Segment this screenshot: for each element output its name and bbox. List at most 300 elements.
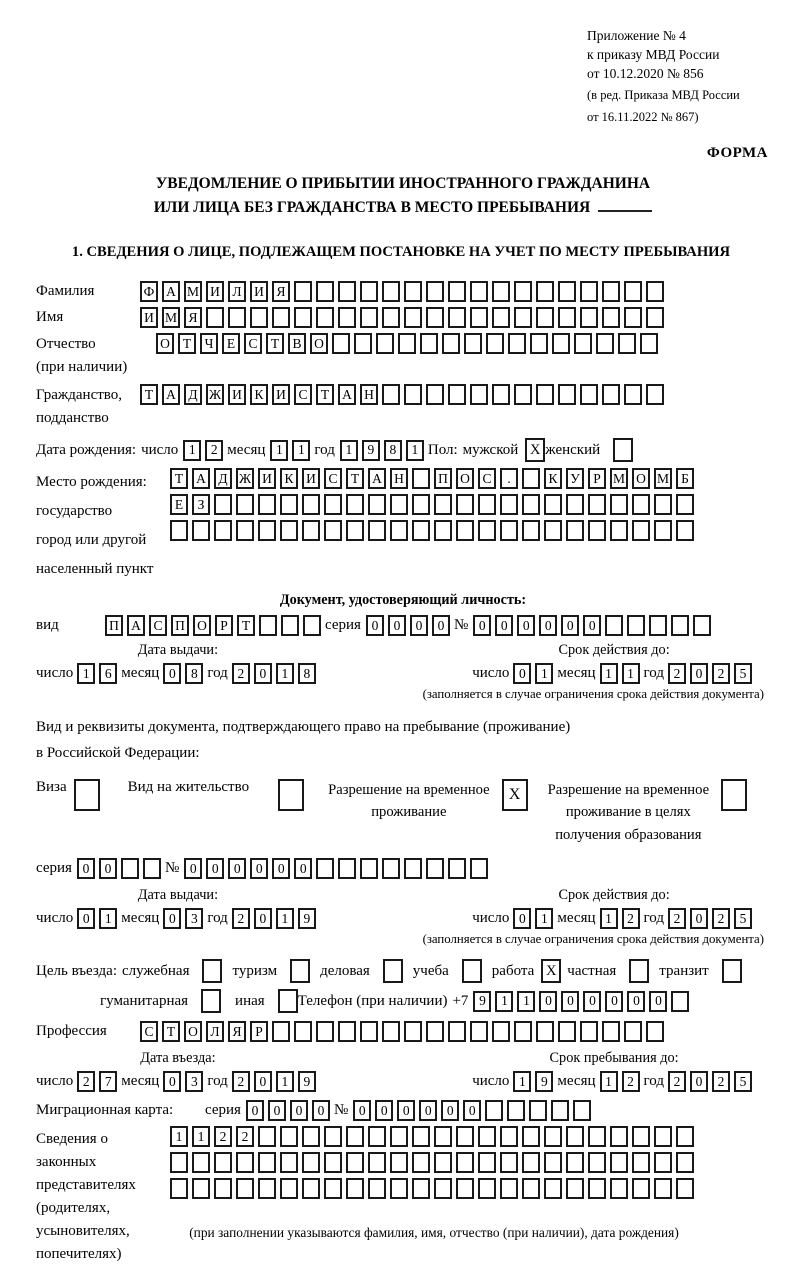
char-cell[interactable]: 0 [432,615,450,636]
char-cell[interactable]: А [162,281,180,302]
char-cell[interactable]: У [566,468,584,489]
char-cell[interactable] [236,494,254,515]
char-cell[interactable] [280,494,298,515]
char-cell[interactable]: 0 [228,858,246,879]
char-cell[interactable] [522,1126,540,1147]
char-cell[interactable]: С [244,333,262,354]
char-cell[interactable]: К [544,468,562,489]
char-cell[interactable] [368,494,386,515]
char-cell[interactable] [412,468,430,489]
char-cell[interactable]: 3 [185,1071,203,1092]
char-cell[interactable] [632,1178,650,1199]
char-cell[interactable] [544,1178,562,1199]
char-cell[interactable]: И [250,281,268,302]
char-cell[interactable]: 0 [649,991,667,1012]
char-cell[interactable] [514,384,532,405]
char-cell[interactable] [456,1126,474,1147]
char-cell[interactable] [121,858,139,879]
char-cell[interactable] [500,520,518,541]
char-cell[interactable]: 0 [495,615,513,636]
char-cell[interactable] [627,615,645,636]
char-cell[interactable] [514,281,532,302]
char-cell[interactable] [412,520,430,541]
char-cell[interactable] [281,615,299,636]
char-cell[interactable] [478,1178,496,1199]
char-cell[interactable]: 0 [388,615,406,636]
char-cell[interactable] [646,281,664,302]
char-cell[interactable]: 9 [298,1071,316,1092]
char-cell[interactable] [214,520,232,541]
char-cell[interactable] [566,1178,584,1199]
char-cell[interactable]: И [258,468,276,489]
char-cell[interactable]: 9 [362,440,380,461]
char-cell[interactable] [536,281,554,302]
char-cell[interactable] [192,520,210,541]
char-cell[interactable] [346,520,364,541]
char-cell[interactable] [412,1126,430,1147]
char-cell[interactable] [558,1021,576,1042]
char-cell[interactable] [602,307,620,328]
char-cell[interactable]: 9 [535,1071,553,1092]
char-cell[interactable] [382,858,400,879]
char-cell[interactable]: С [294,384,312,405]
char-cell[interactable]: 2 [232,663,250,684]
char-cell[interactable] [470,1021,488,1042]
char-cell[interactable] [507,1100,525,1121]
char-cell[interactable]: Т [178,333,196,354]
char-cell[interactable]: 6 [99,663,117,684]
char-cell[interactable] [143,858,161,879]
char-cell[interactable]: 2 [712,908,730,929]
char-cell[interactable] [376,333,394,354]
char-cell[interactable] [640,333,658,354]
char-cell[interactable]: 0 [410,615,428,636]
char-cell[interactable] [618,333,636,354]
char-cell[interactable] [632,1126,650,1147]
char-cell[interactable] [170,520,188,541]
temp-permit-checkbox[interactable]: X [502,779,528,811]
char-cell[interactable] [302,1126,320,1147]
char-cell[interactable] [514,307,532,328]
purpose-humanitarian-checkbox[interactable] [201,989,221,1013]
char-cell[interactable] [610,1178,628,1199]
char-cell[interactable]: 0 [473,615,491,636]
char-cell[interactable]: 0 [561,615,579,636]
char-cell[interactable] [170,1178,188,1199]
char-cell[interactable] [404,858,422,879]
char-cell[interactable] [610,1126,628,1147]
char-cell[interactable]: З [192,494,210,515]
char-cell[interactable]: 0 [513,908,531,929]
char-cell[interactable] [522,1178,540,1199]
char-cell[interactable]: 2 [712,1071,730,1092]
char-cell[interactable]: 1 [170,1126,188,1147]
char-cell[interactable]: 1 [406,440,424,461]
gender-female-checkbox[interactable] [613,438,633,462]
char-cell[interactable] [624,281,642,302]
char-cell[interactable]: О [193,615,211,636]
char-cell[interactable] [529,1100,547,1121]
char-cell[interactable] [368,1126,386,1147]
char-cell[interactable]: А [338,384,356,405]
char-cell[interactable] [470,858,488,879]
char-cell[interactable]: С [149,615,167,636]
char-cell[interactable] [552,333,570,354]
char-cell[interactable] [544,494,562,515]
char-cell[interactable] [236,1178,254,1199]
char-cell[interactable] [346,1178,364,1199]
char-cell[interactable]: О [632,468,650,489]
char-cell[interactable]: 0 [184,858,202,879]
residence-checkbox[interactable] [278,779,304,811]
char-cell[interactable]: Ч [200,333,218,354]
char-cell[interactable]: 1 [276,663,294,684]
char-cell[interactable] [426,384,444,405]
char-cell[interactable]: Ф [140,281,158,302]
char-cell[interactable] [654,1178,672,1199]
char-cell[interactable]: 0 [290,1100,308,1121]
char-cell[interactable] [382,307,400,328]
char-cell[interactable]: М [654,468,672,489]
char-cell[interactable]: 2 [205,440,223,461]
char-cell[interactable]: Р [588,468,606,489]
char-cell[interactable]: 0 [353,1100,371,1121]
char-cell[interactable]: 2 [668,908,686,929]
char-cell[interactable] [294,307,312,328]
char-cell[interactable] [558,384,576,405]
char-cell[interactable] [258,494,276,515]
char-cell[interactable] [536,1021,554,1042]
char-cell[interactable] [610,494,628,515]
char-cell[interactable]: Т [140,384,158,405]
char-cell[interactable]: 1 [340,440,358,461]
char-cell[interactable] [420,333,438,354]
char-cell[interactable] [671,615,689,636]
char-cell[interactable]: К [250,384,268,405]
char-cell[interactable]: 8 [185,663,203,684]
char-cell[interactable]: П [434,468,452,489]
char-cell[interactable]: 0 [77,858,95,879]
char-cell[interactable] [316,307,334,328]
char-cell[interactable] [412,494,430,515]
char-cell[interactable] [558,307,576,328]
char-cell[interactable] [646,307,664,328]
char-cell[interactable] [676,1178,694,1199]
char-cell[interactable] [514,1021,532,1042]
char-cell[interactable]: 2 [214,1126,232,1147]
char-cell[interactable]: Д [184,384,202,405]
char-cell[interactable] [434,1126,452,1147]
char-cell[interactable] [360,858,378,879]
char-cell[interactable]: 0 [254,663,272,684]
char-cell[interactable] [206,307,224,328]
char-cell[interactable] [448,281,466,302]
char-cell[interactable]: 1 [513,1071,531,1092]
char-cell[interactable] [522,520,540,541]
char-cell[interactable]: Т [162,1021,180,1042]
char-cell[interactable]: 0 [206,858,224,879]
char-cell[interactable] [566,1126,584,1147]
char-cell[interactable] [624,307,642,328]
char-cell[interactable] [602,384,620,405]
char-cell[interactable] [332,333,350,354]
char-cell[interactable]: 0 [513,663,531,684]
char-cell[interactable] [258,1178,276,1199]
purpose-tourism-checkbox[interactable] [290,959,310,983]
char-cell[interactable]: 1 [192,1126,210,1147]
purpose-other-checkbox[interactable] [278,989,298,1013]
char-cell[interactable] [426,858,444,879]
char-cell[interactable]: 1 [517,991,535,1012]
char-cell[interactable]: Т [266,333,284,354]
char-cell[interactable] [610,520,628,541]
char-cell[interactable] [404,307,422,328]
char-cell[interactable]: А [192,468,210,489]
char-cell[interactable] [566,494,584,515]
char-cell[interactable]: Н [390,468,408,489]
char-cell[interactable]: К [280,468,298,489]
purpose-commercial-checkbox[interactable] [383,959,403,983]
char-cell[interactable] [456,494,474,515]
char-cell[interactable]: Л [206,1021,224,1042]
char-cell[interactable]: 0 [312,1100,330,1121]
char-cell[interactable] [646,384,664,405]
char-cell[interactable] [272,307,290,328]
char-cell[interactable] [580,281,598,302]
char-cell[interactable] [214,1178,232,1199]
char-cell[interactable]: Т [170,468,188,489]
char-cell[interactable] [580,384,598,405]
char-cell[interactable] [316,1021,334,1042]
char-cell[interactable]: Н [360,384,378,405]
char-cell[interactable]: 0 [268,1100,286,1121]
char-cell[interactable] [302,1178,320,1199]
char-cell[interactable]: О [184,1021,202,1042]
purpose-transit-checkbox[interactable] [722,959,742,983]
char-cell[interactable]: 1 [276,1071,294,1092]
char-cell[interactable] [478,1126,496,1147]
char-cell[interactable] [602,281,620,302]
char-cell[interactable] [316,858,334,879]
char-cell[interactable] [236,520,254,541]
char-cell[interactable]: Я [228,1021,246,1042]
char-cell[interactable] [302,494,320,515]
char-cell[interactable] [338,281,356,302]
char-cell[interactable]: 0 [99,858,117,879]
char-cell[interactable] [522,494,540,515]
char-cell[interactable]: Р [250,1021,268,1042]
char-cell[interactable] [536,384,554,405]
char-cell[interactable]: 2 [622,1071,640,1092]
char-cell[interactable] [596,333,614,354]
char-cell[interactable] [580,1021,598,1042]
char-cell[interactable]: 0 [163,663,181,684]
char-cell[interactable] [574,333,592,354]
char-cell[interactable] [649,615,667,636]
char-cell[interactable] [492,281,510,302]
char-cell[interactable] [671,991,689,1012]
char-cell[interactable]: И [272,384,290,405]
char-cell[interactable] [478,494,496,515]
char-cell[interactable] [492,384,510,405]
char-cell[interactable]: Ж [236,468,254,489]
char-cell[interactable]: Л [228,281,246,302]
char-cell[interactable]: 5 [734,1071,752,1092]
char-cell[interactable]: 2 [668,1071,686,1092]
char-cell[interactable] [624,384,642,405]
char-cell[interactable] [434,1178,452,1199]
char-cell[interactable] [354,333,372,354]
char-cell[interactable] [412,1178,430,1199]
char-cell[interactable] [573,1100,591,1121]
char-cell[interactable] [456,1178,474,1199]
char-cell[interactable] [500,1126,518,1147]
char-cell[interactable] [588,1126,606,1147]
char-cell[interactable]: 1 [600,908,618,929]
char-cell[interactable] [280,1178,298,1199]
char-cell[interactable] [360,281,378,302]
char-cell[interactable]: А [162,384,180,405]
char-cell[interactable]: 0 [517,615,535,636]
char-cell[interactable]: 1 [292,440,310,461]
char-cell[interactable]: 0 [690,663,708,684]
char-cell[interactable] [470,281,488,302]
char-cell[interactable]: 0 [419,1100,437,1121]
char-cell[interactable] [382,281,400,302]
char-cell[interactable] [338,307,356,328]
char-cell[interactable]: 0 [690,1071,708,1092]
char-cell[interactable] [500,494,518,515]
char-cell[interactable] [272,1021,290,1042]
char-cell[interactable]: Я [272,281,290,302]
char-cell[interactable]: 0 [77,908,95,929]
char-cell[interactable]: 3 [185,908,203,929]
char-cell[interactable]: 0 [539,615,557,636]
char-cell[interactable]: Б [676,468,694,489]
char-cell[interactable] [324,1178,342,1199]
char-cell[interactable] [346,494,364,515]
char-cell[interactable] [346,1126,364,1147]
char-cell[interactable] [442,333,460,354]
char-cell[interactable] [544,520,562,541]
char-cell[interactable] [646,1021,664,1042]
char-cell[interactable]: С [140,1021,158,1042]
char-cell[interactable]: 0 [627,991,645,1012]
char-cell[interactable] [551,1100,569,1121]
char-cell[interactable]: И [140,307,158,328]
char-cell[interactable] [602,1021,620,1042]
char-cell[interactable] [522,468,540,489]
char-cell[interactable]: 1 [276,908,294,929]
char-cell[interactable] [676,494,694,515]
char-cell[interactable]: И [228,384,246,405]
char-cell[interactable]: 8 [298,663,316,684]
char-cell[interactable]: И [302,468,320,489]
char-cell[interactable] [404,281,422,302]
char-cell[interactable]: 0 [463,1100,481,1121]
char-cell[interactable]: 5 [734,663,752,684]
char-cell[interactable] [448,384,466,405]
char-cell[interactable]: А [127,615,145,636]
char-cell[interactable] [426,1021,444,1042]
char-cell[interactable] [390,1126,408,1147]
char-cell[interactable] [390,1178,408,1199]
char-cell[interactable] [302,520,320,541]
char-cell[interactable] [566,520,584,541]
char-cell[interactable]: Е [170,494,188,515]
char-cell[interactable]: 2 [236,1126,254,1147]
char-cell[interactable]: С [324,468,342,489]
char-cell[interactable] [338,858,356,879]
char-cell[interactable] [478,520,496,541]
char-cell[interactable] [390,520,408,541]
char-cell[interactable] [485,1100,503,1121]
gender-male-checkbox[interactable]: X [525,438,545,462]
char-cell[interactable]: 5 [734,908,752,929]
char-cell[interactable]: 1 [622,663,640,684]
char-cell[interactable]: 0 [375,1100,393,1121]
char-cell[interactable]: О [156,333,174,354]
char-cell[interactable] [448,1021,466,1042]
char-cell[interactable] [382,1021,400,1042]
char-cell[interactable]: 1 [600,663,618,684]
char-cell[interactable] [588,520,606,541]
char-cell[interactable] [258,1126,276,1147]
char-cell[interactable]: И [206,281,224,302]
edu-permit-checkbox[interactable] [721,779,747,811]
char-cell[interactable] [492,1021,510,1042]
char-cell[interactable]: 1 [183,440,201,461]
char-cell[interactable] [654,520,672,541]
char-cell[interactable] [214,494,232,515]
char-cell[interactable] [434,520,452,541]
char-cell[interactable] [588,1178,606,1199]
char-cell[interactable] [676,520,694,541]
char-cell[interactable] [360,307,378,328]
char-cell[interactable]: 0 [294,858,312,879]
char-cell[interactable]: 2 [668,663,686,684]
char-cell[interactable]: 0 [250,858,268,879]
char-cell[interactable]: 0 [366,615,384,636]
char-cell[interactable]: 0 [583,991,601,1012]
char-cell[interactable] [508,333,526,354]
char-cell[interactable] [536,307,554,328]
char-cell[interactable] [456,520,474,541]
char-cell[interactable] [500,1178,518,1199]
char-cell[interactable] [398,333,416,354]
char-cell[interactable] [470,384,488,405]
char-cell[interactable] [693,615,711,636]
char-cell[interactable]: С [478,468,496,489]
char-cell[interactable] [360,1021,378,1042]
char-cell[interactable] [280,1126,298,1147]
char-cell[interactable]: 1 [495,991,513,1012]
char-cell[interactable]: О [310,333,328,354]
char-cell[interactable] [624,1021,642,1042]
char-cell[interactable] [676,1126,694,1147]
char-cell[interactable]: 1 [600,1071,618,1092]
char-cell[interactable] [605,615,623,636]
char-cell[interactable] [259,615,277,636]
char-cell[interactable] [258,520,276,541]
char-cell[interactable]: 1 [270,440,288,461]
char-cell[interactable] [464,333,482,354]
char-cell[interactable]: 2 [622,908,640,929]
char-cell[interactable] [294,1021,312,1042]
char-cell[interactable]: Ж [206,384,224,405]
char-cell[interactable]: Е [222,333,240,354]
char-cell[interactable] [316,281,334,302]
